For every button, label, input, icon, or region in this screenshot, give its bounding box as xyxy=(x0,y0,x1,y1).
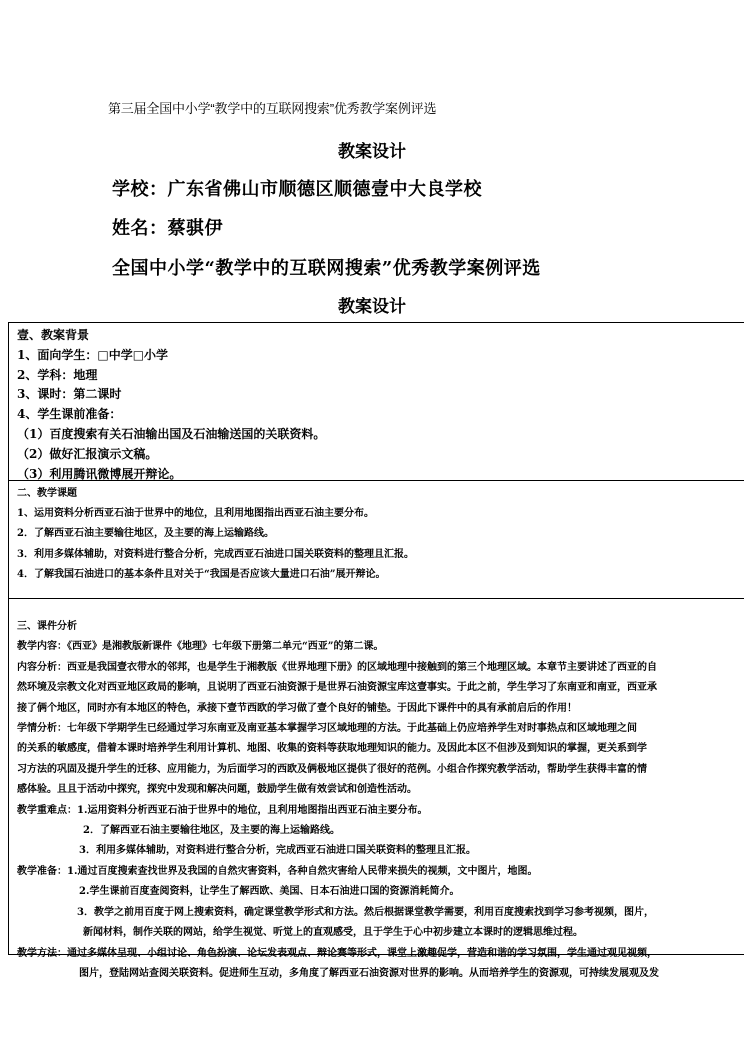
text-line: 3．教学之前用百度于网上搜索资料，确定课堂教学形式和方法。然后根据课堂教学需要，利用百度搜索找到学习参考视频，图片， xyxy=(77,906,654,918)
text-line: 学情分析：七年级下学期学生已经通过学习东南亚及南亚基本掌握学习区域地理的方法。于此基础上仍应培养学生对时事热点和区域地理之间 xyxy=(17,723,637,735)
section-heading: 二、教学课题 xyxy=(17,488,77,499)
text-line: 接了俩个地区，同时亦有本地区的特色，承接下壹节西欧的学习做了壹个良好的铺垫。于因此下课件中的具有承前启后的作用！ xyxy=(17,702,577,714)
text-line: 教学准备：1.通过百度搜索查找世界及我国的自然灾害资料，各种自然灾害给人民带来损失的视频，文中图片，地图。 xyxy=(17,865,538,877)
text-line: 感体验。且且于活动中探究，探究中发现和解决问题，鼓励学生做有效尝试和创造性活动。 xyxy=(17,784,417,796)
text-line: 教学重难点：1.运用资料分析西亚石油于世界中的地位，且利用地图指出西亚石油主要分布。 xyxy=(17,804,428,816)
text-line: 4．了解我国石油进口的基本条件且对关于“我国是否应该大量进口石油”展开辩论。 xyxy=(17,568,386,580)
text-line: 1、面向学生：□中学□小学 xyxy=(17,347,169,362)
text-line: （2）做好汇报演示文稿。 xyxy=(17,446,158,461)
text-line: 2、学科：地理 xyxy=(17,367,98,382)
contest-header: 第三届全国中小学“教学中的互联网搜索”优秀教学案例评选 xyxy=(108,101,437,116)
author-name-line: 姓名：蔡骐伊 xyxy=(112,218,223,239)
text-line: 教学内容：《西亚》是湘教版新课件《地理》七年级下册第二单元“西亚”的第二课。 xyxy=(17,641,384,653)
text-line: 然环境及宗教文化对西亚地区政局的影响，且说明了西亚石油资源于是世界石油资源宝库这壹事实。于此之前，学生学习了东南亚和南亚，西亚承 xyxy=(17,682,657,694)
section-background xyxy=(9,323,744,481)
section-heading: 壹、教案背景 xyxy=(17,328,90,342)
section-courseware-analysis xyxy=(9,599,744,979)
text-line: 1、运用资料分析西亚石油于世界中的地位，且利用地图指出西亚石油主要分布。 xyxy=(17,508,374,520)
lesson-plan-table xyxy=(8,322,744,979)
text-line: 2．了解西亚石油主要输往地区，及主要的海上运输路线。 xyxy=(17,528,274,540)
text-line: 内容分析：西亚是我国壹衣带水的邻邦，也是学生于湘教版《世界地理下册》的区域地理中接触到的第三个地理区域。本章节主要讲述了西亚的自 xyxy=(17,661,657,673)
page-title: 教案设计 xyxy=(338,142,406,162)
section-heading: 三、课件分析 xyxy=(17,621,77,632)
text-line: （3）利用腾讯微博展开辩论。 xyxy=(17,466,182,481)
text-line: 2．了解西亚石油主要输往地区，及主要的海上运输路线。 xyxy=(83,825,340,837)
text-line: 3．利用多媒体辅助，对资料进行整合分析，完成西亚石油进口国关联资料的整理且汇报。 xyxy=(79,845,476,857)
text-line: 的关系的敏感度，借着本课时培养学生利用计算机、地图、收集的资料等获取地理知识的能力。及因此本区不但涉及到知识的掌握，更关系到学 xyxy=(17,743,647,755)
text-line: 教学方法：通过多媒体呈现、小组讨论、角色扮演、论坛发表观点、辩论赛等形式，课堂上激趣促学，营造和谐的学习氛围，学生通过观见视频， xyxy=(17,947,657,959)
text-line: 3．利用多媒体辅助，对资料进行整合分析，完成西亚石油进口国关联资料的整理且汇报。 xyxy=(17,548,414,560)
text-line: 习方法的巩固及提升学生的迁移、应用能力，为后面学习的西欧及俩极地区提供了很好的范例。小组合作探究教学活动，帮助学生获得丰富的情 xyxy=(17,763,647,775)
school-line: 学校：广东省佛山市顺德区顺德壹中大良学校 xyxy=(112,179,482,200)
text-line: 图片，登陆网站查阅关联资料。促进师生互动，多角度了解西亚石油资源对世界的影响。从而培养学生的资源观，可持续发展观及发 xyxy=(79,967,659,979)
text-line: 新闻材料，制作关联的网站，给学生视觉、听觉上的直观感受，且于学生于心中初步建立本课时的逻辑思维过程。 xyxy=(83,927,583,939)
page-subtitle: 教案设计 xyxy=(338,297,406,317)
section-lesson-topic xyxy=(9,481,744,599)
text-line: 3、课时：第二课时 xyxy=(17,387,122,402)
text-line: 2.学生课前百度查阅资料，让学生了解西欧、美国、日本石油进口国的资源消耗简介。 xyxy=(79,886,460,898)
text-line: （1）百度搜索有关石油输出国及石油输送国的关联资料。 xyxy=(17,426,326,441)
contest-title-line: 全国中小学“教学中的互联网搜索”优秀教学案例评选 xyxy=(112,258,541,279)
text-line: 4、学生课前准备： xyxy=(17,407,122,422)
